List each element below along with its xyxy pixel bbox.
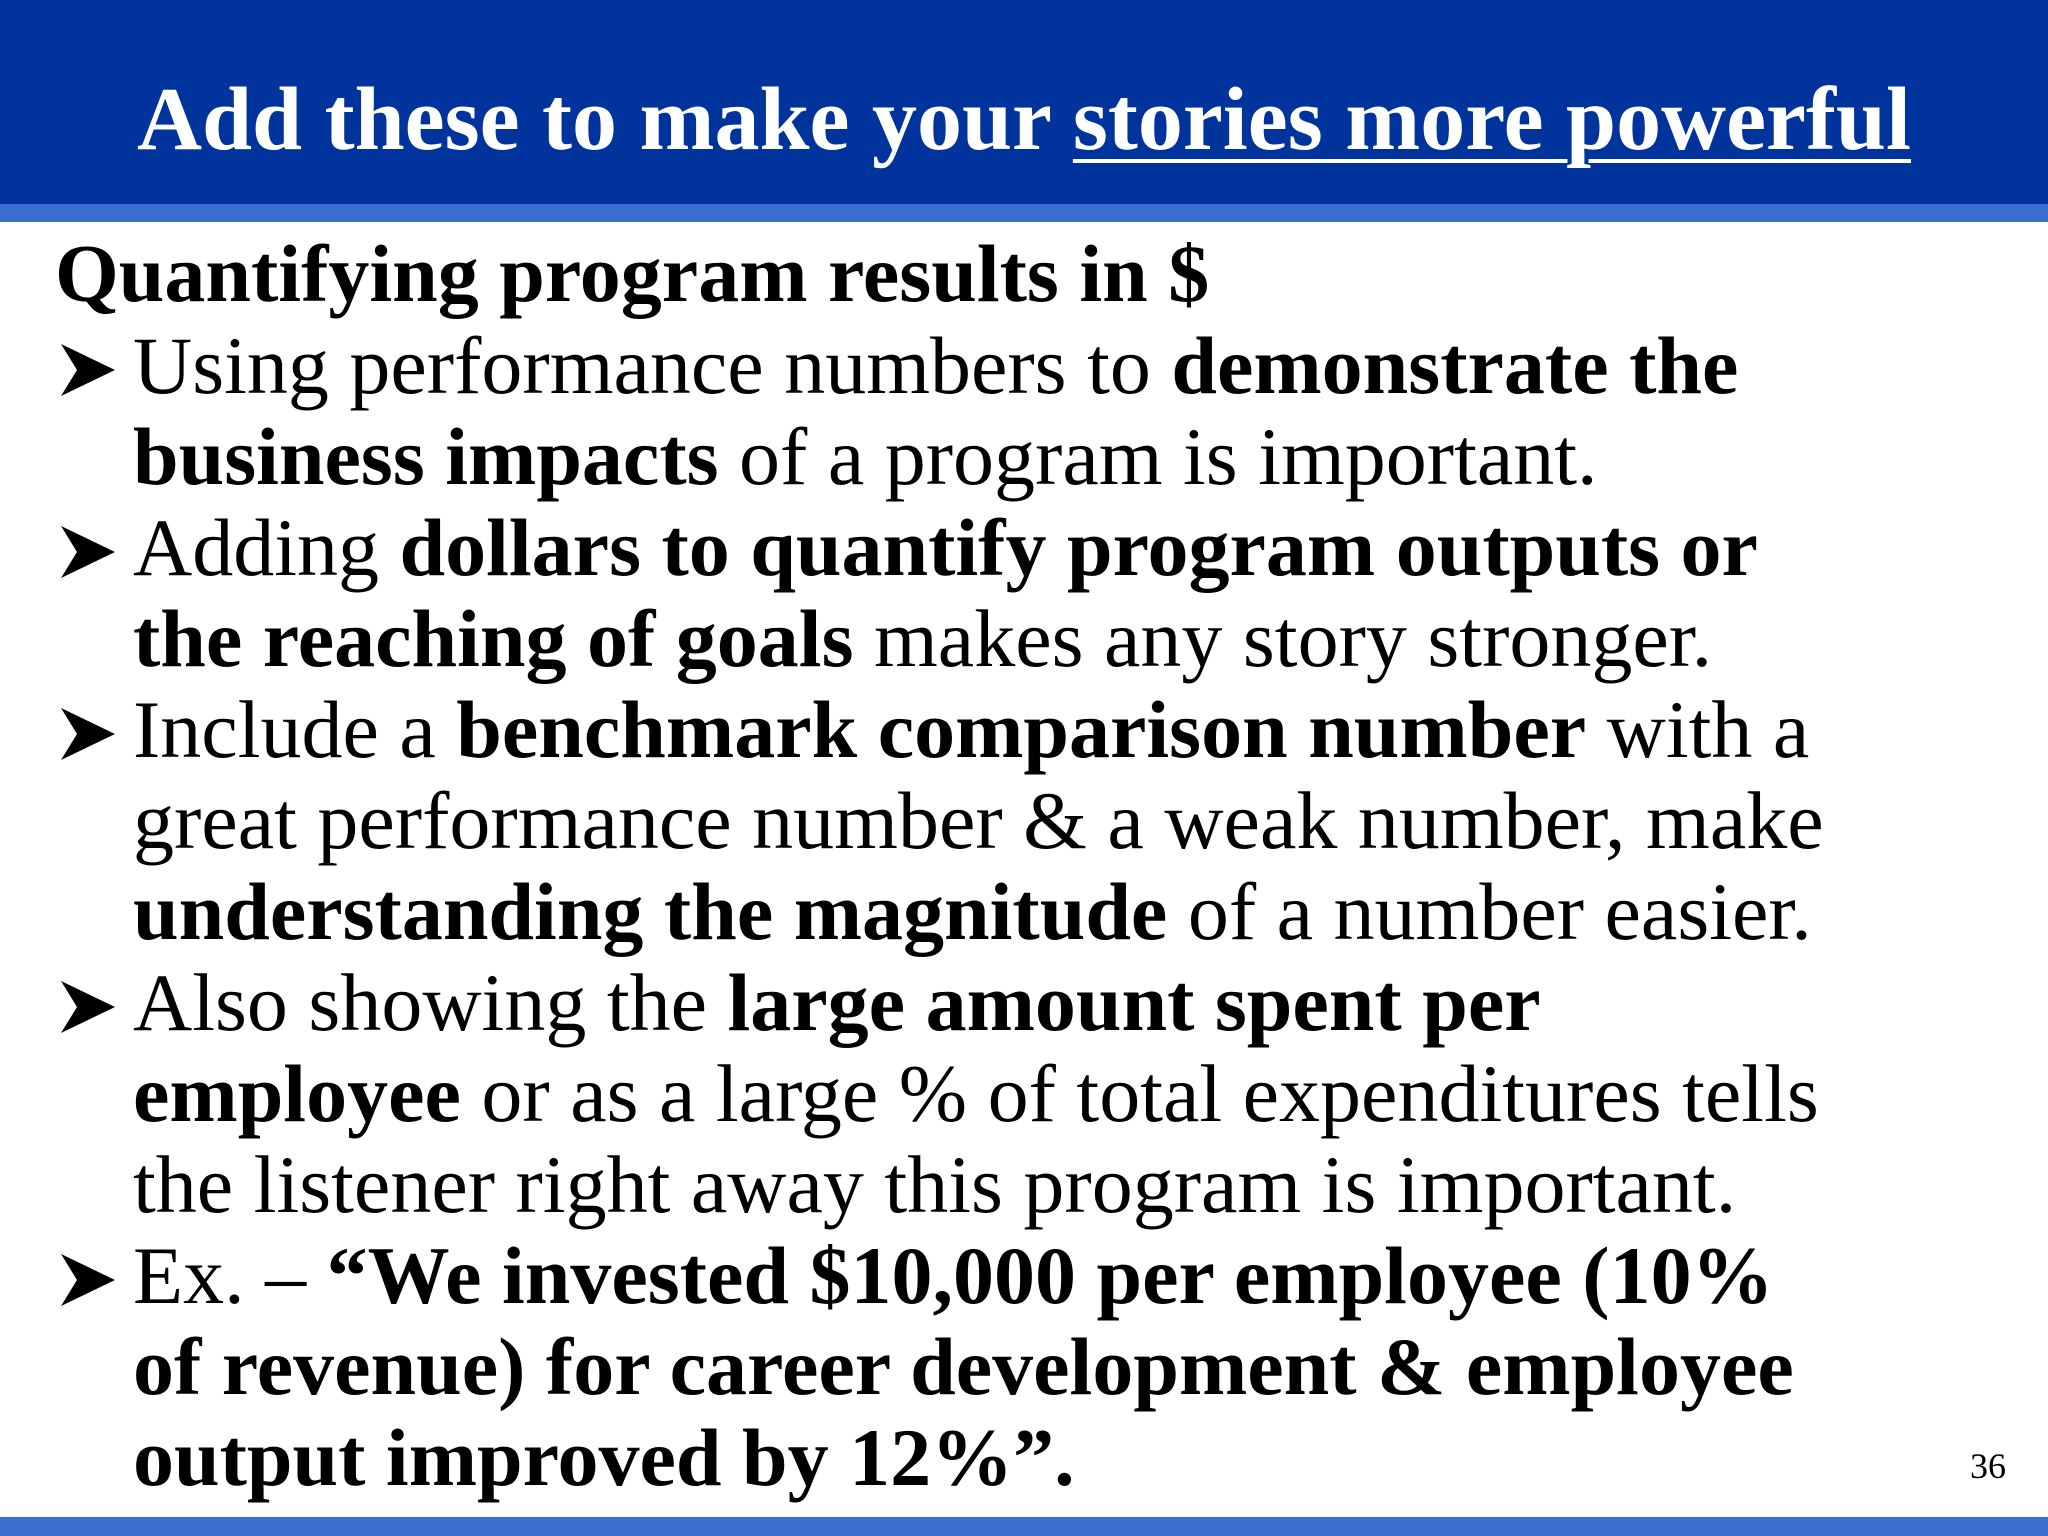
title-accent-stripe bbox=[0, 204, 2048, 222]
bullet-line bbox=[133, 684, 2015, 775]
arrow-bullet-icon bbox=[55, 977, 127, 1037]
bullet-text-bold: understanding the magnitude bbox=[133, 866, 1168, 957]
bullet-text: the listener right away this program is important. bbox=[133, 1139, 1737, 1230]
bullet-text: Also showing the bbox=[133, 957, 728, 1048]
slide-title-plain: Add these to make your bbox=[137, 70, 1073, 169]
bullet-line bbox=[133, 320, 2015, 411]
bullet-text-bold: of revenue) for career development & employee bbox=[133, 1321, 1794, 1412]
bullet-text: Include a bbox=[133, 684, 457, 775]
bullet-text-bold: “We invested $10,000 per employee (10% bbox=[326, 1230, 1774, 1321]
bullet-text: great performance number & a weak number, make bbox=[133, 775, 1824, 866]
bullet-line bbox=[133, 866, 2015, 957]
slide-title-underlined: stories more powerful bbox=[1072, 70, 1911, 169]
bullet-line bbox=[133, 593, 2015, 684]
bullet-line bbox=[133, 1321, 2015, 1412]
bullet-text-bold: the reaching of goals bbox=[133, 593, 854, 684]
bullet-text: makes any story stronger. bbox=[853, 593, 1713, 684]
bullet-item bbox=[55, 502, 2015, 684]
bullet-text-bold: business impacts bbox=[133, 411, 719, 502]
arrow-bullet-icon bbox=[55, 704, 127, 764]
bullet-text-bold: benchmark comparison number bbox=[456, 684, 1587, 775]
bullet-text-bold: demonstrate the bbox=[1171, 320, 1739, 411]
bullet-item bbox=[55, 957, 2015, 1230]
bullet-line bbox=[133, 411, 2015, 502]
bullet-text: Ex. – bbox=[133, 1230, 327, 1321]
bullet-line bbox=[133, 1048, 2015, 1139]
bullet-line bbox=[133, 1230, 2015, 1321]
slide-number: 36 bbox=[1970, 1446, 2006, 1486]
bullet-text-bold: output improved by 12%”. bbox=[133, 1412, 1075, 1503]
bullet-text-bold: dollars to quantify program outputs or bbox=[399, 502, 1758, 593]
bullet-text: Using performance numbers to bbox=[133, 320, 1172, 411]
bullet-text: of a number easier. bbox=[1167, 866, 1812, 957]
bullet-line bbox=[133, 502, 2015, 593]
bullet-line bbox=[133, 1412, 2015, 1503]
arrow-bullet-icon bbox=[55, 1250, 127, 1310]
bullet-line bbox=[133, 775, 2015, 866]
bullet-line bbox=[133, 957, 2015, 1048]
bullet-line bbox=[133, 1139, 2015, 1230]
bullet-item bbox=[55, 684, 2015, 957]
arrow-bullet-icon bbox=[55, 340, 127, 400]
bullet-list bbox=[55, 320, 2015, 1503]
section-heading: Quantifying program results in $ bbox=[55, 228, 1210, 319]
bullet-text-bold: employee bbox=[133, 1048, 461, 1139]
bullet-item bbox=[55, 320, 2015, 502]
slide-title bbox=[0, 68, 2048, 172]
bullet-text: of a program is important. bbox=[718, 411, 1598, 502]
arrow-bullet-icon bbox=[55, 522, 127, 582]
bullet-item bbox=[55, 1230, 2015, 1503]
bullet-text: or as a large % of total expenditures tells bbox=[460, 1048, 1819, 1139]
bullet-text-bold: large amount spent per bbox=[727, 957, 1541, 1048]
bullet-text: with a bbox=[1586, 684, 1810, 775]
bottom-accent-bar bbox=[0, 1517, 2048, 1536]
bullet-text: Adding bbox=[133, 502, 400, 593]
